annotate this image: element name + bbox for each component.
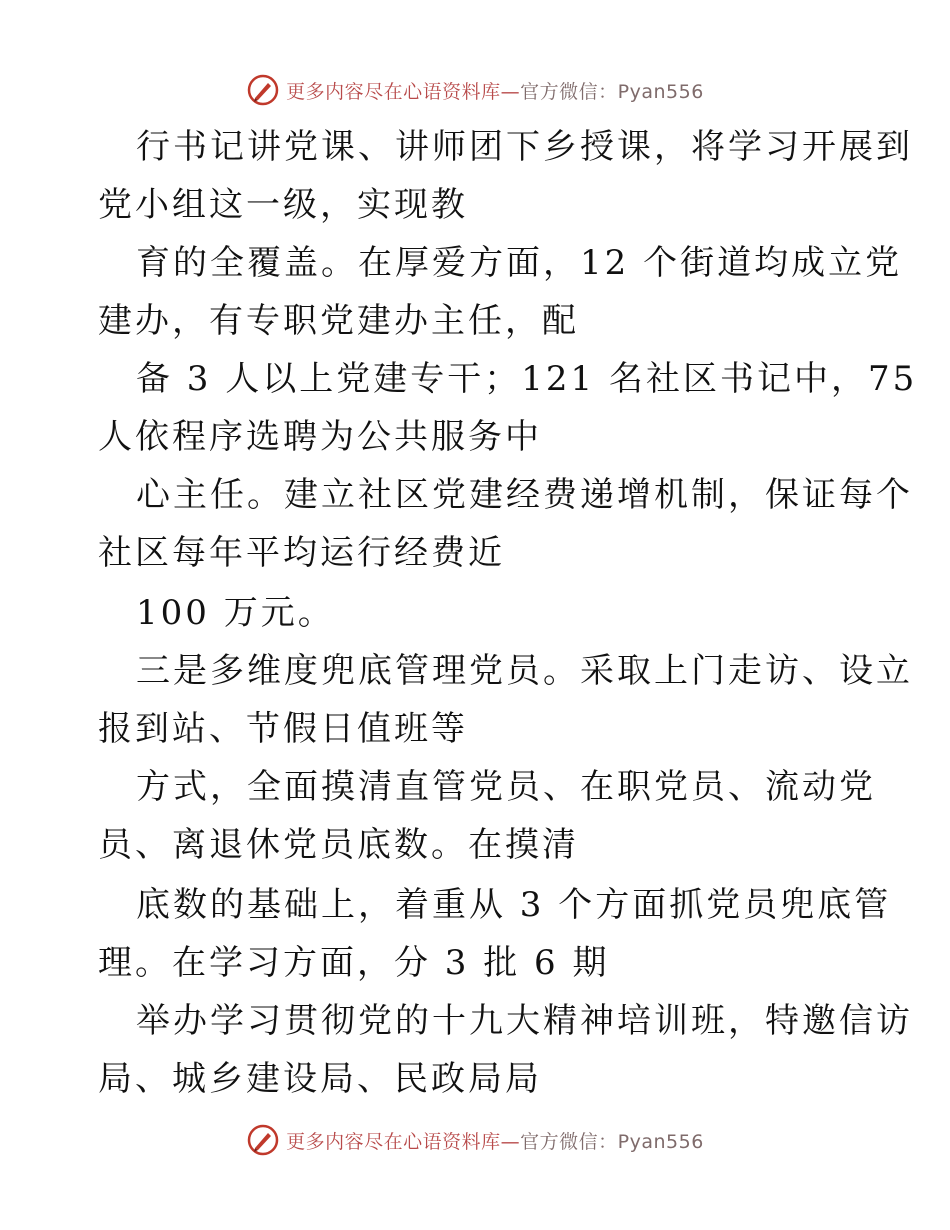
text-line: 社区每年平均运行经费近 <box>98 533 505 573</box>
watermark-text <box>286 1127 704 1154</box>
watermark-brand: 更多内容尽在心语资料库 <box>286 80 501 103</box>
watermark-separator: — <box>500 80 521 103</box>
text-line: 100 万元。 <box>136 593 335 633</box>
text-line: 举办学习贯彻党的十九大精神培训班，特邀信访 <box>136 1001 913 1041</box>
footer-watermark <box>0 1120 950 1160</box>
text-line: 党小组这一级，实现教 <box>98 185 468 225</box>
watermark-contact: 官方微信：Pyan556 <box>520 1130 704 1153</box>
text-line: 报到站、节假日值班等 <box>98 709 468 749</box>
watermark-brand: 更多内容尽在心语资料库 <box>286 1130 501 1153</box>
text-line: 心主任。建立社区党建经费递增机制，保证每个 <box>136 475 913 515</box>
text-line: 底数的基础上，着重从 3 个方面抓党员兜底管 <box>136 885 892 925</box>
watermark-separator: — <box>500 1130 521 1153</box>
quill-pen-icon <box>246 1123 280 1157</box>
text-line: 方式，全面摸清直管党员、在职党员、流动党 <box>136 767 876 807</box>
watermark-contact: 官方微信：Pyan556 <box>520 80 704 103</box>
text-line: 建办，有专职党建办主任，配 <box>98 301 579 341</box>
text-line: 理。在学习方面，分 3 批 6 期 <box>98 943 610 983</box>
text-line: 三是多维度兜底管理党员。采取上门走访、设立 <box>136 651 913 691</box>
quill-pen-icon <box>246 73 280 107</box>
header-watermark <box>0 70 950 110</box>
watermark-text <box>286 77 704 104</box>
text-line: 局、城乡建设局、民政局局 <box>98 1059 542 1099</box>
text-line: 人依程序选聘为公共服务中 <box>98 417 542 457</box>
text-line: 员、离退休党员底数。在摸清 <box>98 825 579 865</box>
text-line: 育的全覆盖。在厚爱方面，12 个街道均成立党 <box>136 243 903 283</box>
text-line: 备 3 人以上党建专干；121 名社区书记中，75 <box>136 359 918 399</box>
text-line: 行书记讲党课、讲师团下乡授课，将学习开展到 <box>136 127 913 167</box>
